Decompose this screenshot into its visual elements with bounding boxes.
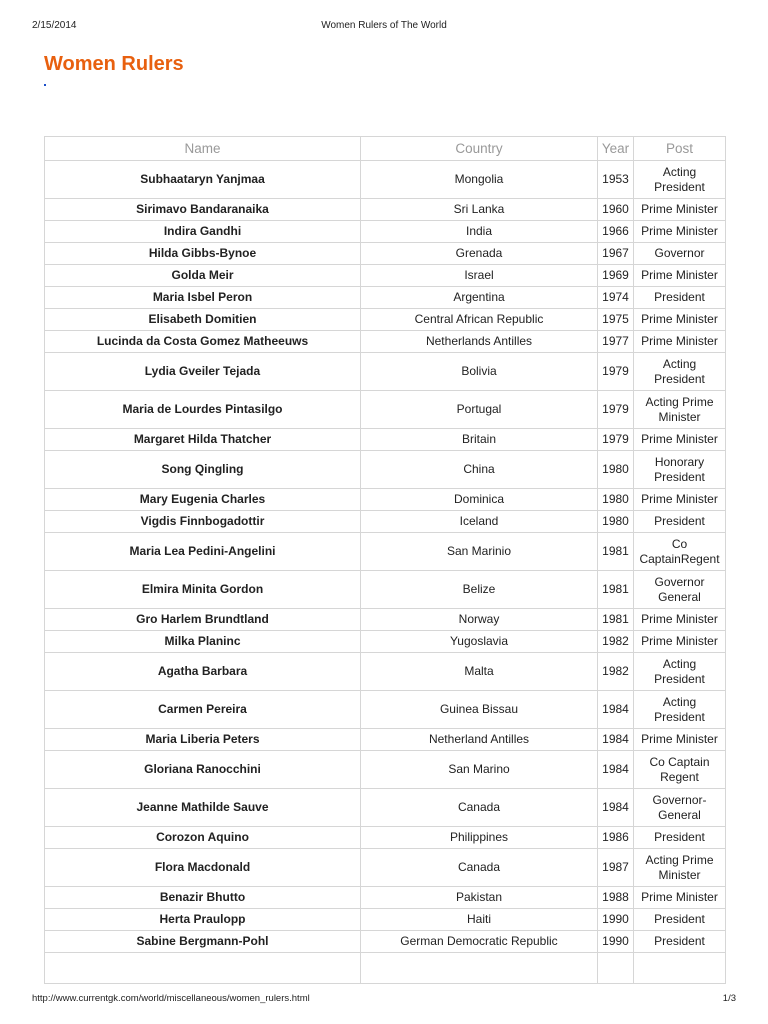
cell-post: Prime Minister — [634, 631, 726, 653]
cell-country: Grenada — [361, 243, 598, 265]
cell-country: Mongolia — [361, 161, 598, 199]
cell-post: Co Captain Regent — [634, 751, 726, 789]
cell-country: Malta — [361, 653, 598, 691]
cell-year: 1980 — [598, 511, 634, 533]
table-row — [45, 353, 726, 391]
cell-country: Belize — [361, 571, 598, 609]
cell-post: President — [634, 909, 726, 931]
cell-post: Prime Minister — [634, 887, 726, 909]
cell-country: Guinea Bissau — [361, 691, 598, 729]
cell-year: 1986 — [598, 827, 634, 849]
cell-name: Agatha Barbara — [45, 653, 361, 691]
table-row — [45, 887, 726, 909]
cell-year: 1979 — [598, 391, 634, 429]
cell-year: 1984 — [598, 789, 634, 827]
cell-name: Maria Liberia Peters — [45, 729, 361, 751]
cell-post: Acting President — [634, 653, 726, 691]
cell-year: 1980 — [598, 489, 634, 511]
table-row — [45, 909, 726, 931]
cell-year: 1988 — [598, 887, 634, 909]
cell-year: 1984 — [598, 691, 634, 729]
cell-country: Argentina — [361, 287, 598, 309]
table-row — [45, 451, 726, 489]
cell-name: Flora Macdonald — [45, 849, 361, 887]
table-row — [45, 653, 726, 691]
empty-cell — [598, 953, 634, 984]
cell-year: 1974 — [598, 287, 634, 309]
cell-country: Israel — [361, 265, 598, 287]
cell-name: Benazir Bhutto — [45, 887, 361, 909]
cell-name: Elisabeth Domitien — [45, 309, 361, 331]
table-row-empty — [45, 953, 726, 984]
cell-country: Philippines — [361, 827, 598, 849]
table-row — [45, 931, 726, 953]
cell-name: Song Qingling — [45, 451, 361, 489]
table-row — [45, 265, 726, 287]
cell-country: Iceland — [361, 511, 598, 533]
table-body — [45, 161, 726, 984]
cell-country: Haiti — [361, 909, 598, 931]
cell-post: Governor-General — [634, 789, 726, 827]
column-header-country: Country — [361, 137, 598, 161]
table-row — [45, 631, 726, 653]
table-row — [45, 691, 726, 729]
cell-year: 1987 — [598, 849, 634, 887]
cell-country: Bolivia — [361, 353, 598, 391]
cell-year: 1990 — [598, 931, 634, 953]
cell-post: Prime Minister — [634, 489, 726, 511]
table-row — [45, 511, 726, 533]
table-row — [45, 849, 726, 887]
cell-name: Corozon Aquino — [45, 827, 361, 849]
cell-name: Hilda Gibbs-Bynoe — [45, 243, 361, 265]
cell-year: 1967 — [598, 243, 634, 265]
empty-cell — [361, 953, 598, 984]
cell-name: Lucinda da Costa Gomez Matheeuws — [45, 331, 361, 353]
cell-post: Prime Minister — [634, 729, 726, 751]
cell-country: Canada — [361, 849, 598, 887]
cell-year: 1984 — [598, 751, 634, 789]
cell-post: Prime Minister — [634, 309, 726, 331]
cell-name: Maria de Lourdes Pintasilgo — [45, 391, 361, 429]
cell-country: Norway — [361, 609, 598, 631]
table-row — [45, 331, 726, 353]
cell-post: Acting President — [634, 353, 726, 391]
cell-post: President — [634, 511, 726, 533]
column-header-name: Name — [45, 137, 361, 161]
cell-name: Sabine Bergmann-Pohl — [45, 931, 361, 953]
table-row — [45, 789, 726, 827]
cell-country: San Marinio — [361, 533, 598, 571]
cell-name: Maria Isbel Peron — [45, 287, 361, 309]
print-page-title: Women Rulers of The World — [321, 20, 447, 31]
cell-name: Gro Harlem Brundtland — [45, 609, 361, 631]
cell-country: Canada — [361, 789, 598, 827]
cell-country: Sri Lanka — [361, 199, 598, 221]
cell-post: President — [634, 827, 726, 849]
table-row — [45, 391, 726, 429]
cell-year: 1977 — [598, 331, 634, 353]
women-rulers-table — [44, 136, 726, 984]
cell-name: Milka Planinc — [45, 631, 361, 653]
cell-name: Jeanne Mathilde Sauve — [45, 789, 361, 827]
cell-year: 1981 — [598, 609, 634, 631]
table-row — [45, 221, 726, 243]
cell-year: 1980 — [598, 451, 634, 489]
table-row — [45, 309, 726, 331]
cell-name: Vigdis Finnbogadottir — [45, 511, 361, 533]
print-page-number: 1/3 — [722, 993, 736, 1004]
cell-year: 1953 — [598, 161, 634, 199]
cell-post: President — [634, 931, 726, 953]
cell-country: Portugal — [361, 391, 598, 429]
cell-country: China — [361, 451, 598, 489]
cell-year: 1981 — [598, 533, 634, 571]
cell-name: Mary Eugenia Charles — [45, 489, 361, 511]
cell-post: Prime Minister — [634, 221, 726, 243]
table-row — [45, 287, 726, 309]
cell-post: Prime Minister — [634, 429, 726, 451]
table-row — [45, 489, 726, 511]
cell-name: Elmira Minita Gordon — [45, 571, 361, 609]
empty-cell — [45, 953, 361, 984]
column-header-year: Year — [598, 137, 634, 161]
cell-name: Sirimavo Bandaranaika — [45, 199, 361, 221]
cell-name: Herta Praulopp — [45, 909, 361, 931]
empty-cell — [634, 953, 726, 984]
table-row — [45, 571, 726, 609]
table-header-row — [45, 137, 726, 161]
cell-post: Governor — [634, 243, 726, 265]
cell-country: Pakistan — [361, 887, 598, 909]
cell-year: 1979 — [598, 429, 634, 451]
cell-post: Acting Prime Minister — [634, 849, 726, 887]
cell-country: Britain — [361, 429, 598, 451]
cell-post: Prime Minister — [634, 265, 726, 287]
cell-year: 1981 — [598, 571, 634, 609]
cell-post: Acting President — [634, 161, 726, 199]
cell-country: Netherlands Antilles — [361, 331, 598, 353]
cell-name: Golda Meir — [45, 265, 361, 287]
cell-country: German Democratic Republic — [361, 931, 598, 953]
cell-name: Gloriana Ranocchini — [45, 751, 361, 789]
cell-name: Margaret Hilda Thatcher — [45, 429, 361, 451]
cell-year: 1966 — [598, 221, 634, 243]
table-row — [45, 729, 726, 751]
print-header — [32, 20, 736, 32]
cell-year: 1982 — [598, 631, 634, 653]
cell-country: San Marino — [361, 751, 598, 789]
cell-year: 1969 — [598, 265, 634, 287]
table-row — [45, 429, 726, 451]
cell-post: Co CaptainRegent — [634, 533, 726, 571]
cell-post: President — [634, 287, 726, 309]
table-row — [45, 243, 726, 265]
cell-year: 1960 — [598, 199, 634, 221]
cell-name: Indira Gandhi — [45, 221, 361, 243]
cell-name: Carmen Pereira — [45, 691, 361, 729]
cell-country: Dominica — [361, 489, 598, 511]
cell-post: Prime Minister — [634, 609, 726, 631]
cell-year: 1990 — [598, 909, 634, 931]
cell-post: Prime Minister — [634, 331, 726, 353]
cell-country: India — [361, 221, 598, 243]
table-row — [45, 609, 726, 631]
cell-year: 1982 — [598, 653, 634, 691]
print-url: http://www.currentgk.com/world/miscellaneous/women_rulers.html — [32, 993, 310, 1004]
cell-post: Honorary President — [634, 451, 726, 489]
cell-post: Prime Minister — [634, 199, 726, 221]
cell-name: Lydia Gveiler Tejada — [45, 353, 361, 391]
page-title: Women Rulers — [44, 53, 184, 75]
cell-country: Netherland Antilles — [361, 729, 598, 751]
cell-country: Yugoslavia — [361, 631, 598, 653]
cell-name: Subhaataryn Yanjmaa — [45, 161, 361, 199]
table-row — [45, 199, 726, 221]
cell-post: Acting Prime Minister — [634, 391, 726, 429]
cell-year: 1979 — [598, 353, 634, 391]
table-row — [45, 751, 726, 789]
print-date: 2/15/2014 — [32, 20, 77, 31]
print-footer — [32, 993, 736, 1005]
cell-year: 1975 — [598, 309, 634, 331]
link-dot[interactable] — [44, 84, 46, 86]
cell-post: Acting President — [634, 691, 726, 729]
column-header-post: Post — [634, 137, 726, 161]
cell-post: Governor General — [634, 571, 726, 609]
table-row — [45, 827, 726, 849]
table-row — [45, 533, 726, 571]
cell-country: Central African Republic — [361, 309, 598, 331]
table-row — [45, 161, 726, 199]
cell-name: Maria Lea Pedini-Angelini — [45, 533, 361, 571]
cell-year: 1984 — [598, 729, 634, 751]
